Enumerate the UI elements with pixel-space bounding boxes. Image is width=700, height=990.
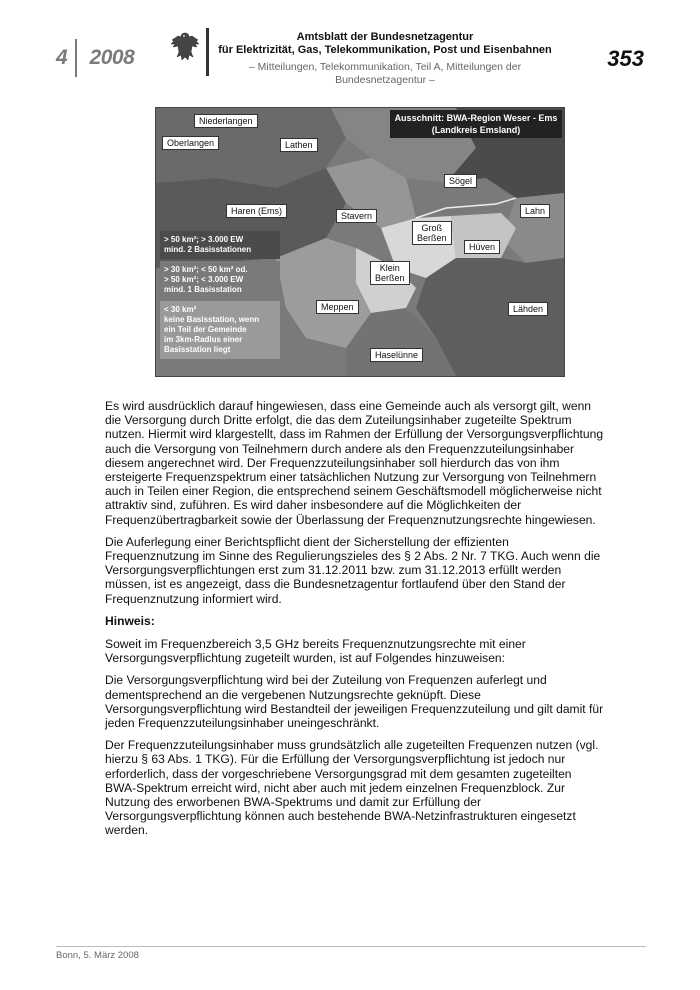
- agency-subtitle: für Elektrizität, Gas, Telekommunikation, Post und Eisenbahnen: [218, 44, 552, 56]
- legend-text: keine Basisstation, wenn: [164, 315, 260, 324]
- map-title: [390, 110, 562, 138]
- page-number: 353: [607, 46, 644, 71]
- footer-divider: [56, 946, 646, 947]
- place-label: Hüven: [464, 240, 500, 254]
- paragraph: Es wird ausdrücklich darauf hingewiesen, dass eine Gemeinde auch als versorgt gilt, wenn die Versorgung durch Dritte erfolgt, die das dem Zuteilungsinhaber zugeteilte Spektrum nutzen. Hiermit wird klargestellt, dass im Rahmen der Erfüllung der Versorgungsverpflichtung auch die Versorgung von Teilnehmern durch andere als den Frequenzzuteilungsinhaber diesem angerechnet wird. Der Frequenzzuteilungsinhaber soll hierdurch das von ihm ersteigerte Frequenzspektrum einer tatsächlichen Nutzung zur Versorgung von Teilnehmern auch in Teilen einer Region, die entsprechend seinem Geschäftsmodell möglicherweise nicht attraktiv sind, zuführen. Es wird daher insbesondere auf die Möglichkeiten der Frequenzübertragbarkeit sowie der Überlassung der Frequenznutzungsrechte hingewiesen.: [105, 399, 604, 527]
- paragraph: Die Versorgungsverpflichtung wird bei der Zuteilung von Frequenzen auferlegt und dementsprechend an die vergebenen Nutzungsrechte geknüpft. Diese Versorgungsverpflichtung wird Bestandteil der jeweiligen Frequenzzuteilung und gilt damit für jeden Frequenzzuteilungsinhaber uneingeschränkt.: [105, 673, 604, 731]
- place-label-line: Berßen: [375, 273, 405, 283]
- map-legend: [160, 231, 280, 359]
- issue-year: 2008: [89, 46, 135, 69]
- footer-date: Bonn, 5. März 2008: [56, 950, 139, 961]
- place-label: Sögel: [444, 174, 477, 188]
- map-title-line2: (Landkreis Emsland): [431, 125, 521, 135]
- place-label: Meppen: [316, 300, 359, 314]
- legend-item: [160, 301, 280, 359]
- issue-divider: [75, 39, 77, 77]
- place-label: Lähden: [508, 302, 548, 316]
- legend-item: [160, 261, 280, 299]
- place-label: Niederlangen: [194, 114, 258, 128]
- place-label: Oberlangen: [162, 136, 219, 150]
- section-heading: Hinweis:: [105, 613, 155, 628]
- map-title-line1: Ausschnitt: BWA-Region Weser - Ems: [394, 113, 558, 123]
- agency-title: Amtsblatt der Bundesnetzagentur: [296, 31, 474, 43]
- legend-item: [160, 231, 280, 259]
- paragraph: Soweit im Frequenzbereich 3,5 GHz bereits Frequenznutzungsrechte mit einer Versorgungsverpflichtung zugeteilt wurden, ist auf Folgendes hinzuweisen:: [105, 637, 526, 666]
- legend-text: > 50 km²; < 3.000 EW: [164, 275, 244, 284]
- place-label-line: Berßen: [417, 233, 447, 243]
- place-label: Haren (Ems): [226, 204, 287, 218]
- paragraph: Die Auferlegung einer Berichtspflicht dient der Sicherstellung der effizienten Frequenznutzung im Sinne des Regulierungszieles des § 2 Abs. 2 Nr. 7 TKG. Auch wenn die Versorgungsverpflichtungen erst zum 31.12.2011 bzw. zum 31.12.2013 erfüllt werden müssen, ist es angezeigt, dass die Bundesnetzagentur fortlaufend über den Stand der Frequenznutzung informiert wird.: [105, 534, 601, 606]
- issue-number: [56, 46, 134, 70]
- legend-text: ein Teil der Gemeinde: [164, 325, 247, 334]
- legend-text: im 3km-Radius einer: [164, 335, 243, 344]
- place-label: Stavern: [336, 209, 377, 223]
- legend-text: > 50 km²; > 3.000 EW: [164, 235, 244, 244]
- issue: 4: [56, 46, 68, 69]
- place-label: Haselünne: [370, 348, 423, 362]
- section-title: – Mitteilungen, Telekommunikation, Teil A, Mitteilungen der Bundesnetzagentur –: [248, 61, 522, 86]
- legend-text: mind. 1 Basisstation: [164, 285, 242, 294]
- publication-header: [210, 31, 560, 87]
- logo-divider: [206, 28, 209, 76]
- region-map: [155, 107, 565, 377]
- legend-text: < 30 km²: [164, 305, 197, 314]
- place-label: Lathen: [280, 138, 318, 152]
- place-label-line: Klein: [379, 263, 400, 273]
- paragraph: Der Frequenzzuteilungsinhaber muss grundsätzlich alle zugeteilten Frequenzen nutzen (vgl. hierzu § 63 Abs. 1 TKG). Für die Erfüllung der Versorgungsverpflichtung ist jedoch nur erforderlich, dass der vorgeschriebene Versorgungsgrad mit dem gesamten zugeteilten BWA-Spektrum erreicht wird, nicht aber auch mit jedem einzelnen Frequenzblock. Zur Nutzung des erworbenen BWA-Spektrums und damit zur Erfüllung der Versorgungsverpflichtung können auch bestehende BWA-Netzinfrastrukturen eingesetzt werden.: [105, 738, 599, 838]
- federal-eagle-icon: [168, 30, 202, 64]
- place-label: Lahn: [520, 204, 550, 218]
- legend-text: mind. 2 Basisstationen: [164, 245, 252, 254]
- legend-text: Basisstation liegt: [164, 345, 231, 354]
- document-body: [105, 399, 605, 846]
- place-label: [370, 261, 410, 285]
- legend-text: > 30 km²; < 50 km² od.: [164, 265, 248, 274]
- place-label: [412, 221, 452, 245]
- place-label-line: Groß: [421, 223, 443, 233]
